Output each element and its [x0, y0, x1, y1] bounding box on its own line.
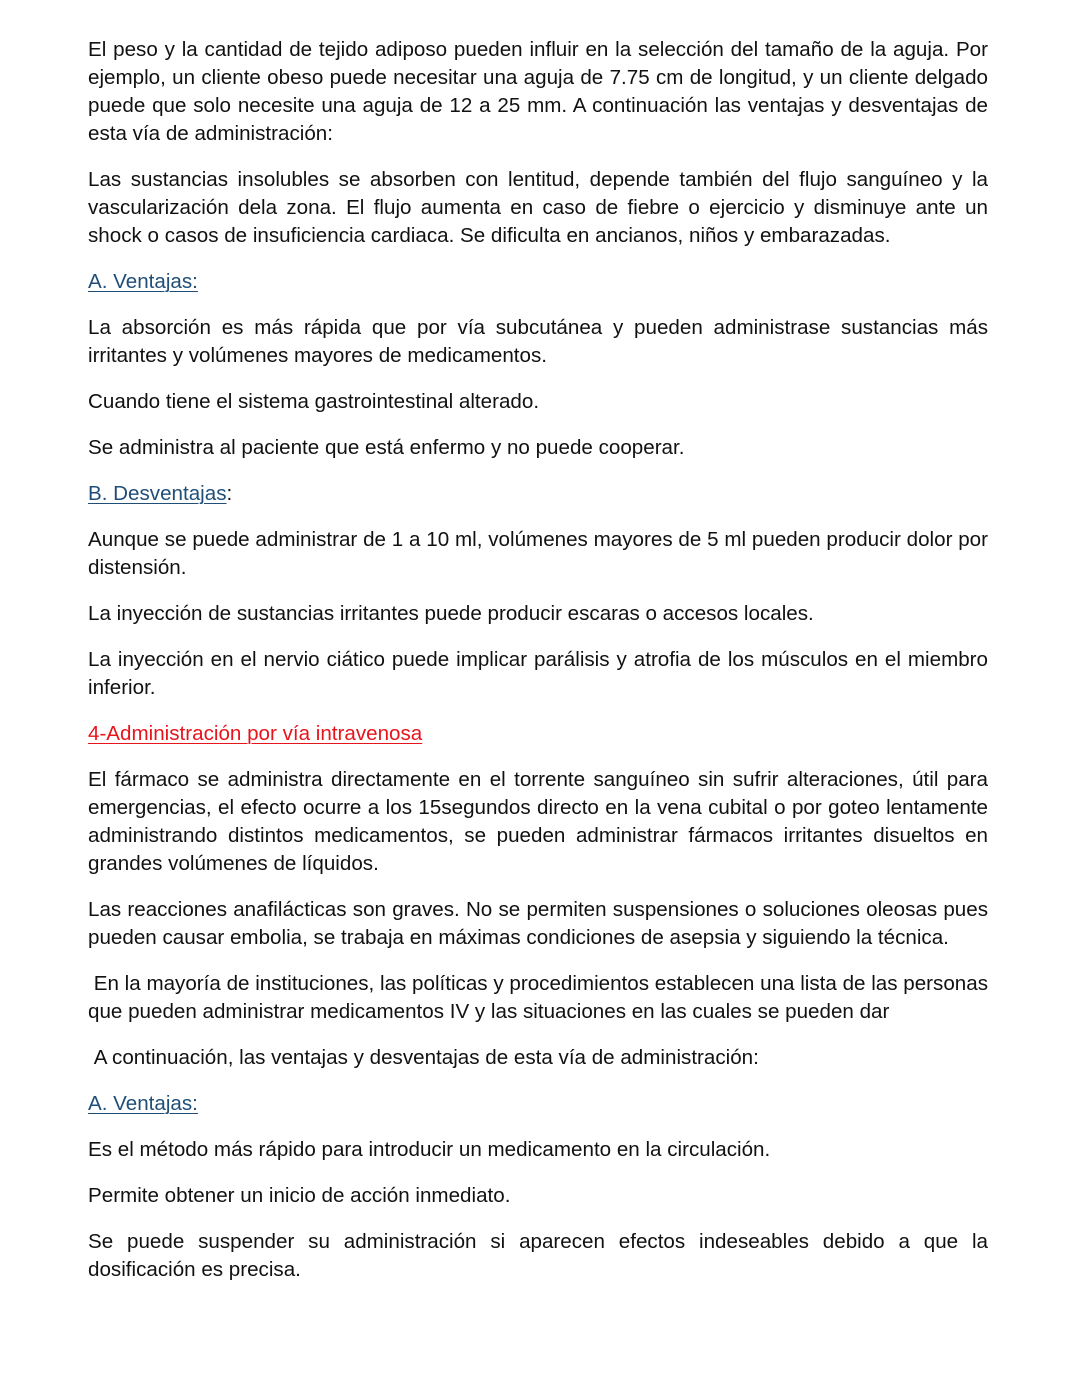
paragraph-intravenosa-reacciones: Las reacciones anafilácticas son graves. No se permiten suspensiones o soluciones oleosas pues pueden causar embolia, se trabaja en máximas condiciones de asepsia y siguiendo la técnica. — [88, 898, 988, 949]
heading-ventajas-intramuscular-text: A. Ventajas: — [88, 270, 198, 293]
paragraph-ventaja-inicio: Permite obtener un inicio de acción inmediato. — [88, 1184, 511, 1207]
document-page — [88, 36, 994, 1302]
paragraph-intravenosa-intro: A continuación, las ventajas y desventajas de esta vía de administración: — [88, 1046, 759, 1069]
paragraph-absorption: Las sustancias insolubles se absorben con lentitud, depende también del flujo sanguíneo y la vascularización dela zona. El flujo aumenta en caso de fiebre o ejercicio y disminuye ante un shock o casos de insuficiencia cardiaca. Se dificulta en ancianos, niños y embarazadas. — [88, 168, 988, 247]
paragraph-desventaja-irritantes: La inyección de sustancias irritantes puede producir escaras o accesos locales. — [88, 602, 814, 625]
paragraph-ventaja-suspender: Se puede suspender su administración si aparecen efectos indeseables debido a que la dosificación es precisa. — [88, 1230, 988, 1281]
paragraph-intravenosa-instituciones: En la mayoría de instituciones, las políticas y procedimientos establecen una lista de las personas que pueden administrar medicamentos IV y las situaciones en las cuales se pueden dar — [88, 972, 994, 1023]
paragraph-ventaja-gastrointestinal: Cuando tiene el sistema gastrointestinal alterado. — [88, 390, 540, 413]
paragraph-ventaja-paciente: Se administra al paciente que está enfermo y no puede cooperar. — [88, 436, 685, 459]
heading-section-intravenosa-text: 4-Administración por vía intravenosa — [88, 722, 423, 745]
paragraph-ventaja-rapido: Es el método más rápido para introducir un medicamento en la circulación. — [88, 1138, 771, 1161]
heading-desventajas-colon: : — [226, 482, 233, 505]
heading-ventajas-intravenosa-text: A. Ventajas: — [88, 1092, 198, 1115]
paragraph-desventaja-nervio: La inyección en el nervio ciático puede implicar parálisis y atrofia de los músculos en el miembro inferior. — [88, 648, 988, 699]
paragraph-desventaja-volumen: Aunque se puede administrar de 1 a 10 ml, volúmenes mayores de 5 ml pueden producir dolor por distensión. — [88, 528, 988, 579]
paragraph-intravenosa-farmaco: El fármaco se administra directamente en el torrente sanguíneo sin sufrir alteraciones, útil para emergencias, el efecto ocurre a los 15segundos directo en la vena cubital o por goteo lentamente administrando distintos medicamentos, se pueden administrar fármacos irritantes disueltos en grandes volúmenes de líquidos. — [88, 768, 988, 875]
heading-section-intravenosa — [88, 720, 988, 748]
heading-desventajas-intramuscular — [88, 480, 988, 508]
heading-ventajas-intramuscular — [88, 268, 988, 296]
paragraph-ventaja-absorcion: La absorción es más rápida que por vía subcutánea y pueden administrase sustancias más irritantes y volúmenes mayores de medicamentos. — [88, 316, 988, 367]
heading-desventajas-intramuscular-text: B. Desventajas — [88, 482, 227, 505]
paragraph-needle-size: El peso y la cantidad de tejido adiposo pueden influir en la selección del tamaño de la aguja. Por ejemplo, un cliente obeso puede necesitar una aguja de 7.75 cm de longitud, y un cliente delgado puede que solo necesite una aguja de 12 a 25 mm. A continuación las ventajas y desventajas de esta vía de administración: — [88, 38, 988, 145]
heading-ventajas-intravenosa — [88, 1090, 988, 1118]
